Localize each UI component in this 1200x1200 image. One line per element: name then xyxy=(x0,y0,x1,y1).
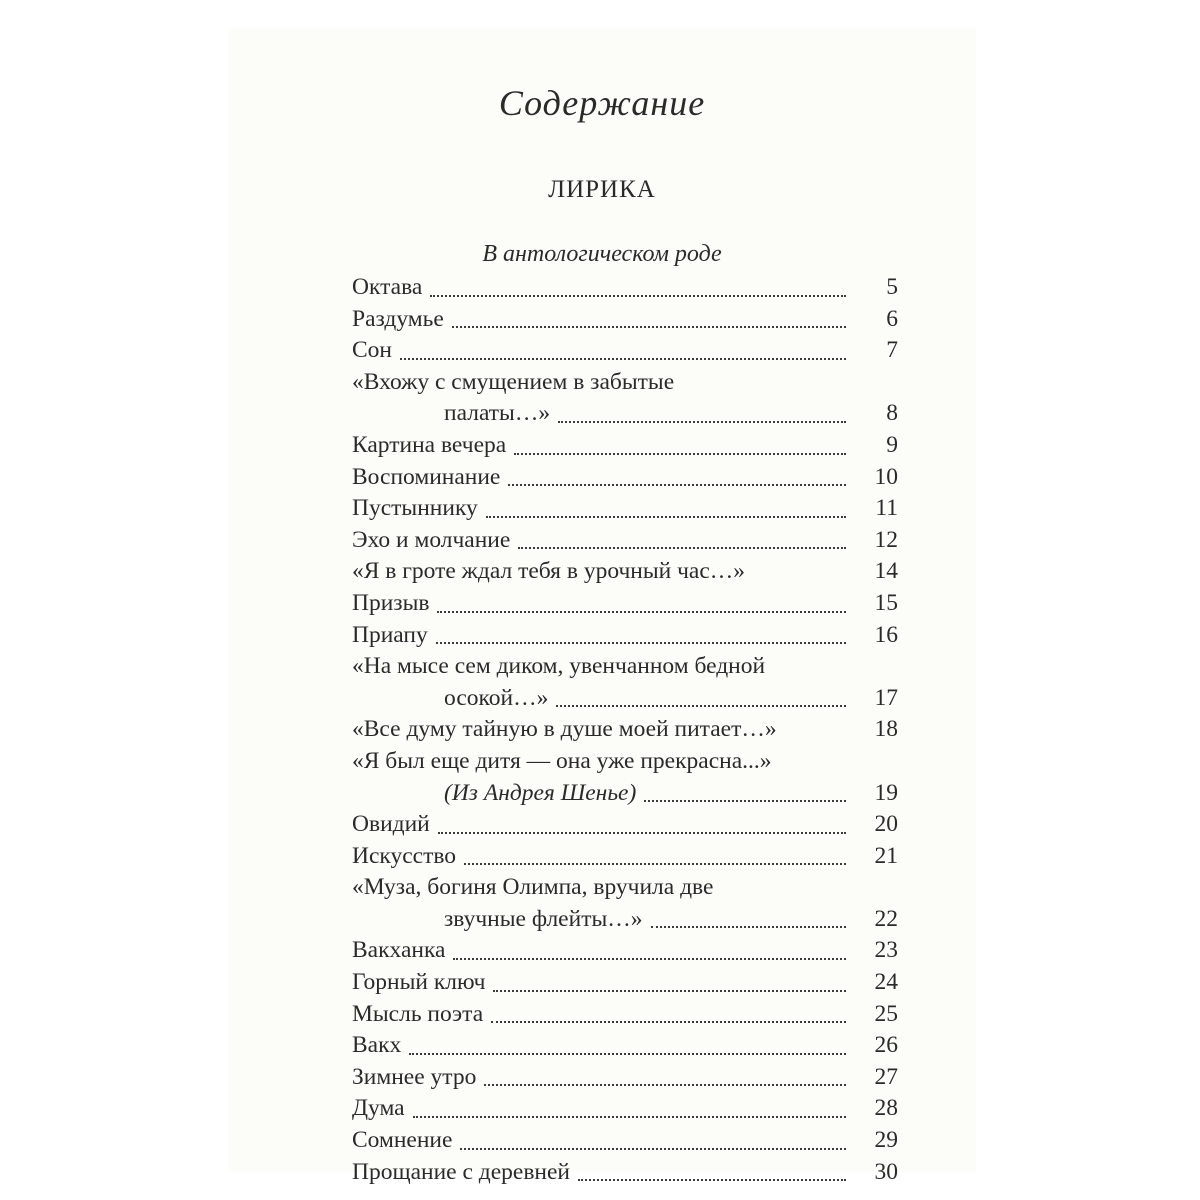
toc-entry xyxy=(352,430,898,462)
dot-leader xyxy=(460,1148,846,1150)
dot-leader xyxy=(644,800,846,802)
toc-entry-page: 12 xyxy=(874,526,898,553)
toc-entry-page: 14 xyxy=(874,558,898,585)
toc-entry xyxy=(352,462,898,494)
toc-entry-title: Дума xyxy=(352,1095,405,1122)
toc-entry-page: 29 xyxy=(874,1127,898,1154)
toc-entry xyxy=(352,651,898,683)
toc-entry-title: «Муза, богиня Олимпа, вручила две xyxy=(352,874,714,901)
toc-entry-title: (Из Андрея Шенье) xyxy=(444,779,637,806)
toc-entry xyxy=(352,493,898,525)
toc-entry xyxy=(352,367,898,399)
toc-entry-title: Овидий xyxy=(352,811,430,838)
dot-leader xyxy=(400,358,846,360)
book-page xyxy=(228,28,976,1185)
toc-entry xyxy=(352,904,898,936)
toc-entry-title: Раздумье xyxy=(352,305,444,332)
toc-entry-title: Эхо и молчание xyxy=(352,526,511,553)
toc-entry xyxy=(352,1157,898,1189)
toc-entry-title: Сомнение xyxy=(352,1127,453,1154)
toc-entry-title: «Я в гроте ждал тебя в урочный час…» xyxy=(352,558,746,585)
dot-leader xyxy=(518,547,846,549)
toc-entry-title: «На мысе сем диком, увенчанном бедной xyxy=(352,653,766,680)
dot-leader xyxy=(556,705,846,707)
toc-entry-title: Искусство xyxy=(352,842,457,869)
toc-entry xyxy=(352,778,898,810)
toc-entry-page: 9 xyxy=(886,431,898,458)
toc-entry-title: палаты…» xyxy=(444,400,551,427)
toc-entry xyxy=(352,588,898,620)
toc-entry-title: Сон xyxy=(352,337,393,364)
dot-leader xyxy=(486,516,846,518)
toc-entry-page: 11 xyxy=(875,495,898,522)
toc-entry xyxy=(352,683,898,715)
toc-entry-page: 26 xyxy=(874,1032,898,1059)
toc-entry-page: 7 xyxy=(886,337,898,364)
toc-entry xyxy=(352,272,898,304)
toc-entry xyxy=(352,746,898,778)
toc-entry xyxy=(352,967,898,999)
toc-entry-title: «Все думу тайную в душе моей питает…» xyxy=(352,716,777,743)
toc-entry-title: Октава xyxy=(352,274,423,300)
toc-entry-page: 23 xyxy=(874,937,898,964)
page-title: Содержание xyxy=(498,83,706,123)
toc-entry xyxy=(352,872,898,904)
dot-leader xyxy=(491,1021,846,1023)
toc-entry-page: 19 xyxy=(874,779,898,806)
dot-leader xyxy=(436,642,846,644)
toc-entry-page: 15 xyxy=(874,589,898,616)
toc-entry-page: 22 xyxy=(874,905,898,932)
section-heading: ЛИРИКА xyxy=(548,176,656,203)
toc-entry xyxy=(352,935,898,967)
subsection-heading: В антологическом роде xyxy=(482,241,722,267)
toc-entry-page: 17 xyxy=(874,684,898,711)
toc-entry-page: 8 xyxy=(886,400,898,427)
toc-entry-page: 28 xyxy=(874,1095,898,1122)
toc-entry-title: Зимнее утро xyxy=(352,1063,477,1090)
toc-entry xyxy=(352,999,898,1031)
toc-entry-title: осокой…» xyxy=(444,684,549,711)
dot-leader xyxy=(453,958,846,960)
toc-entry-title: Прощание с деревней xyxy=(352,1158,571,1185)
toc-entry-title: «Я был еще дитя — она уже прекрасна...» xyxy=(352,747,772,774)
toc-entry-title: Вакх xyxy=(352,1032,402,1059)
toc-entry-page: 16 xyxy=(874,621,898,648)
toc-entry xyxy=(352,304,898,336)
dot-leader xyxy=(514,453,846,455)
dot-leader xyxy=(578,1179,846,1181)
toc-entry-title: Мысль поэта xyxy=(352,1000,484,1027)
toc-entry-page: 27 xyxy=(874,1063,898,1090)
toc-entry-title: Пустыннику xyxy=(352,495,478,522)
dot-leader xyxy=(430,295,846,297)
toc-entry xyxy=(352,335,898,367)
dot-leader xyxy=(484,1084,846,1086)
toc-entry xyxy=(352,1125,898,1157)
toc-entry xyxy=(352,841,898,873)
toc-entry-title: Воспоминание xyxy=(352,463,501,490)
toc-entry xyxy=(352,1062,898,1094)
toc-entry xyxy=(352,714,898,746)
table-of-contents xyxy=(352,272,898,1188)
toc-entry-page: 20 xyxy=(874,811,898,838)
toc-entry-page: 21 xyxy=(874,842,898,869)
dot-leader xyxy=(508,484,846,486)
toc-entry-page: 25 xyxy=(874,1000,898,1027)
dot-leader xyxy=(452,326,846,328)
toc-entry xyxy=(352,1030,898,1062)
dot-leader xyxy=(493,990,846,992)
dot-leader xyxy=(558,421,846,423)
toc-entry xyxy=(352,525,898,557)
toc-entry-page: 24 xyxy=(874,969,898,996)
toc-entry-page: 6 xyxy=(886,305,898,332)
toc-entry xyxy=(352,398,898,430)
toc-entry xyxy=(352,1093,898,1125)
toc-entry-title: Вакханка xyxy=(352,937,446,964)
toc-entry-page: 18 xyxy=(874,716,898,743)
dot-leader xyxy=(409,1053,846,1055)
toc-entry-page: 5 xyxy=(886,274,898,300)
toc-entry-title: Горный ключ xyxy=(352,969,486,996)
toc-entry-page: 30 xyxy=(874,1158,898,1185)
toc-entry-title: Картина вечера xyxy=(352,431,507,458)
toc-entry-page: 10 xyxy=(874,463,898,490)
toc-entry xyxy=(352,809,898,841)
dot-leader xyxy=(464,863,846,865)
toc-entry xyxy=(352,556,898,588)
dot-leader xyxy=(651,926,847,928)
toc-entry-title: «Вхожу с смущением в забытые xyxy=(352,368,675,395)
dot-leader xyxy=(437,611,846,613)
toc-entry-title: Призыв xyxy=(352,589,430,616)
dot-leader xyxy=(413,1116,846,1118)
toc-entry xyxy=(352,620,898,652)
dot-leader xyxy=(438,832,846,834)
toc-entry-title: звучные флейты…» xyxy=(444,905,643,932)
toc-entry-title: Приапу xyxy=(352,621,428,648)
